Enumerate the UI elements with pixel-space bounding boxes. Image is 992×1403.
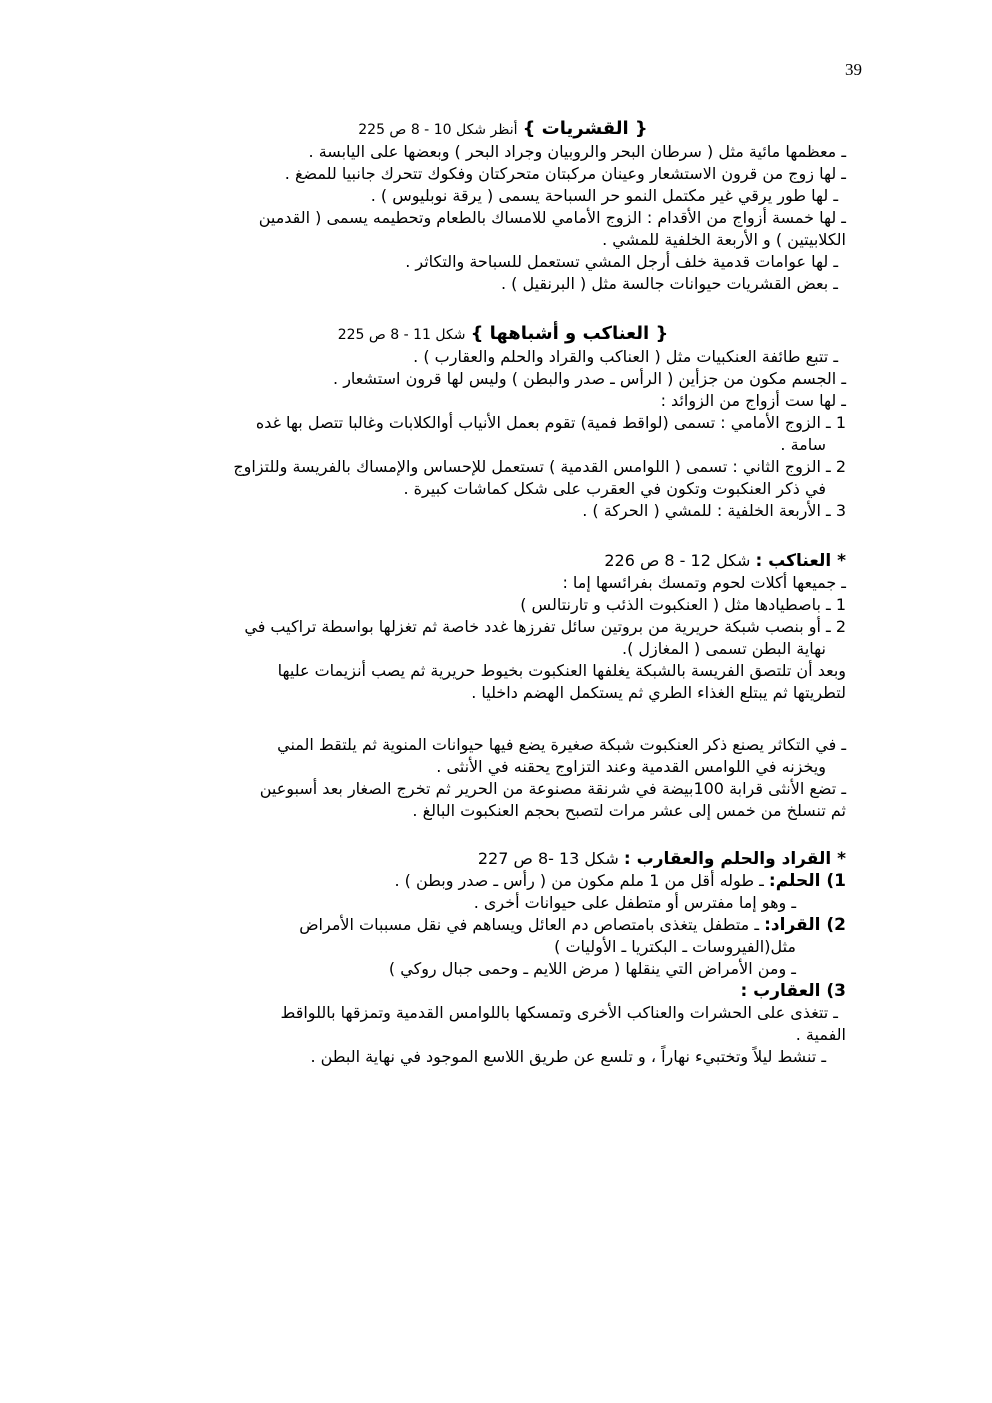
continuation-line: مثل(الفيروسات ـ البكتريا ـ الأوليات ) (554, 937, 796, 956)
section-heading (160, 550, 846, 572)
heading-title: { القشريات } (522, 118, 648, 139)
scorpions-heading (160, 980, 846, 1002)
numbered-line: 2 ـ أو بنصب شبكة حريرية من بروتين سائل تفرزها غدد خاصة ثم تغزلها بواسطة تراكيب في (244, 617, 846, 636)
section-spiders (160, 550, 846, 822)
continuation-line: ثم تنسلخ من خمس إلى عشر مرات لتصبح بحجم العنكبوت البالغ . (412, 801, 846, 820)
figure-reference: شكل 12 - 8 ص 226 (604, 551, 751, 570)
paragraph-line: لتطريتها ثم يبتلع الغذاء الطري ثم يستكمل الهضم داخليا . (471, 683, 846, 702)
numbered-line: 2 ـ الزوج الثاني : تسمى ( اللوامس القدمية ) تستعمل للإحساس والإمساك بالفريسة وللتزاوج (233, 457, 846, 476)
bullet-line: ـ معظمها مائية مثل ( سرطان البحر والروبيان وجراد البحر ) وبعضها على اليابسة . (308, 142, 846, 161)
mites-line (160, 870, 846, 892)
paragraph-line: وبعد أن تلتصق الفريسة بالشبكة يغلفها العنكبوت بخيوط حريرية ثم يصب أنزيمات عليها (277, 661, 846, 680)
continuation-line: سامة . (780, 435, 826, 454)
bullet-line: ـ لها زوج من قرون الاستشعار وعينان مركبتان متحركتان وفكوك تتحرك جانبيا للمضغ . (284, 164, 846, 183)
bullet-line: ـ لها طور يرقي غير مكتمل النمو حر السباحة يسمى ( يرقة نوبليوس ) . (370, 186, 838, 205)
section-crustaceans (160, 118, 846, 295)
page-number: 39 (845, 60, 862, 79)
continuation-line: نهاية البطن تسمى ( المغازل ). (621, 639, 826, 658)
document-body (160, 118, 846, 1068)
bullet-line: ـ وهو إما مفترس أو متطفل على حيوانات أخرى . (473, 893, 796, 912)
bullet-line: ـ تتغذى على الحشرات والعناكب الأخرى وتمسكها باللوامس القدمية وتمزقها باللواقط (280, 1003, 838, 1022)
section-heading (160, 118, 846, 141)
figure-reference: شكل 13 -8 ص 227 (477, 849, 619, 868)
continuation-line: الكلابيتين ) و الأربعة الخلفية للمشي . (602, 230, 846, 249)
bullet-line: ـ جميعها أكلات لحوم وتمسك بفرائسها إما : (562, 573, 846, 592)
scorpions-label: 3) العقارب : (740, 981, 846, 1001)
mites-label: 1) الحلم: (768, 871, 846, 891)
continuation-line: في ذكر العنكبوت وتكون في العقرب على شكل كماشات كبيرة . (403, 479, 826, 498)
bullet-line: ـ لها ست أزواج من الزوائد : (660, 391, 846, 410)
numbered-line: 1 ـ باصطيادها مثل ( العنكبوت الذئب و تارنتالس ) (520, 595, 846, 614)
bullet-line: ـ تضع الأنثى قرابة 100بيضة في شرنقة مصنوعة من الحرير ثم تخرج الصغار بعد أسبوعين (259, 779, 846, 798)
section-arachnids (160, 323, 846, 522)
mites-text: ـ طوله أقل من 1 ملم مكون من ( رأس ـ صدر وبطن ) . (394, 871, 764, 890)
numbered-line: 1 ـ الزوج الأمامي : تسمى (لواقط فمية) تقوم بعمل الأنياب أوالكلابات وغالبا تتصل بها غده (255, 413, 846, 432)
bullet-line: ـ بعض القشريات حيوانات جالسة مثل ( البرنقيل ) . (500, 274, 838, 293)
continuation-line: الفمية . (795, 1025, 846, 1044)
bullet-line: ـ تتبع طائفة العنكبيات مثل ( العناكب والقراد والحلم والعقارب ) . (413, 347, 838, 366)
bullet-line: ـ لها عوامات قدمية خلف أرجل المشي تستعمل للسباحة والتكاثر . (405, 252, 838, 271)
heading-title: * القراد والحلم والعقارب : (623, 849, 846, 869)
continuation-line: ويخزنه في اللوامس القدمية وعند التزاوج يحقنه في الأنثى . (436, 757, 826, 776)
numbered-line: 3 ـ الأربعة الخلفية : للمشي ( الحركة ) . (582, 501, 846, 520)
heading-title: * العناكب : (755, 551, 846, 571)
ticks-label: 2) القراد: (764, 915, 846, 935)
ticks-line (160, 914, 846, 936)
bullet-line: ـ الجسم مكون من جزأين ( الرأس ـ صدر والبطن ) وليس لها قرون استشعار . (333, 369, 846, 388)
bullet-line: ـ لها خمسة أزواج من الأقدام : الزوج الأمامي للامساك بالطعام وتحطيمه يسمى ( القدمين (258, 208, 846, 227)
bullet-line: ـ ومن الأمراض التي ينقلها ( مرض اللايم ـ وحمى جبال روكي ) (388, 959, 796, 978)
figure-reference: شكل 11 - 8 ص 225 (337, 327, 466, 343)
heading-title: { العناكب و أشباهها } (470, 323, 669, 344)
section-heading (160, 848, 846, 870)
section-heading (160, 323, 846, 346)
ticks-text: ـ متطفل يتغذى بامتصاص دم العائل ويساهم في نقل مسببات الأمراض (299, 915, 759, 934)
bullet-line: ـ تنشط ليلاً وتختبيء نهاراً ، و تلسع عن طريق اللاسع الموجود في نهاية البطن . (310, 1047, 826, 1066)
section-ticks-mites-scorpions (160, 848, 846, 1068)
bullet-line: ـ في التكاثر يصنع ذكر العنكبوت شبكة صغيرة يضع فيها حيوانات المنوية ثم يلتقط المني (277, 735, 846, 754)
figure-reference: أنظر شكل 10 - 8 ص 225 (358, 122, 518, 138)
